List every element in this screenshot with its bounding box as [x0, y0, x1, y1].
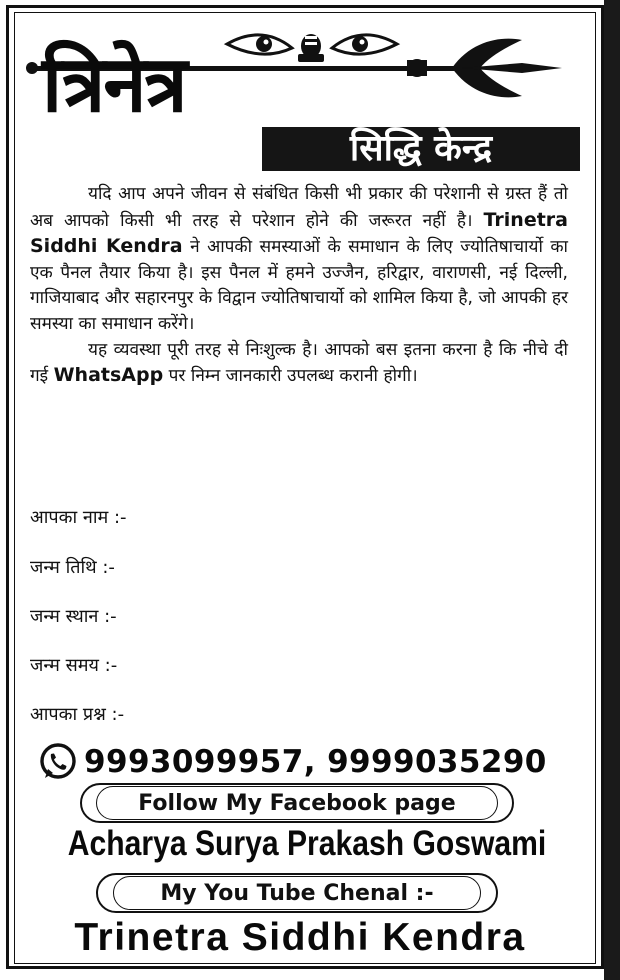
paragraph-instructions-text: यह व्यवस्था पूरी तरह से निःशुल्क है। आपको बस इतना करना है कि नीचे दी गई	[30, 339, 568, 387]
whatsapp-inline: WhatsApp	[53, 364, 164, 387]
kendra-name: Trinetra Siddhi Kendra	[74, 916, 526, 959]
field-name: आपका नाम :-	[30, 507, 127, 528]
paragraph-instructions-rest: पर निम्न जानकारी उपलब्ध करानी होगी।	[168, 366, 418, 387]
field-birth-time: जन्म समय :-	[30, 655, 118, 676]
brand-inline: Trinetra Siddhi Kendra	[30, 208, 568, 258]
description	[30, 182, 568, 390]
field-birth-date: जन्म तिथि :-	[30, 557, 115, 578]
paragraph-intro-rest: ने आपकी समस्याओं के समाधान के लिए ज्योतिषाचार्यो का एक पैनल तैयार किया है। इस पैनल में हमने उज्जैन, हरिद्वार, वाराणसी, नई दिल्ली, गाजियाबाद और सहारनपुर के विद्वान ज्योतिषाचार्यो को शामिल किया है, जो आपकी हर समस्या का समाधान करेंगे।	[30, 237, 568, 334]
brand-title: त्रिनेत्र	[42, 40, 186, 130]
contact-row	[38, 741, 547, 783]
facebook-pill[interactable]	[80, 783, 514, 823]
whatsapp-icon	[38, 742, 78, 782]
paragraph-intro	[30, 182, 568, 338]
field-birth-place: जन्म स्थान :-	[30, 606, 117, 627]
youtube-label[interactable]: My You Tube Chenal :-	[113, 876, 481, 910]
phone-numbers[interactable]: 9993099957, 9999035290	[84, 744, 547, 780]
youtube-pill[interactable]	[96, 873, 498, 913]
field-question: आपका प्रश्न :-	[30, 704, 125, 725]
paragraph-intro-text: यदि आप अपने जीवन से संबंधित किसी भी प्रकार की परेशानी से ग्रस्त हैं तो अब आपको किसी भी तरह से परेशान होने की जरूरत नहीं है।	[30, 184, 568, 231]
page-edge-shadow	[604, 0, 620, 980]
paragraph-instructions	[30, 338, 568, 390]
facebook-label[interactable]: Follow My Facebook page	[96, 786, 498, 820]
brand-subtitle: सिद्धि केन्द्र	[262, 127, 580, 171]
logo	[22, 18, 582, 138]
acharya-name: Acharya Surya Prakash Goswami	[67, 824, 547, 863]
